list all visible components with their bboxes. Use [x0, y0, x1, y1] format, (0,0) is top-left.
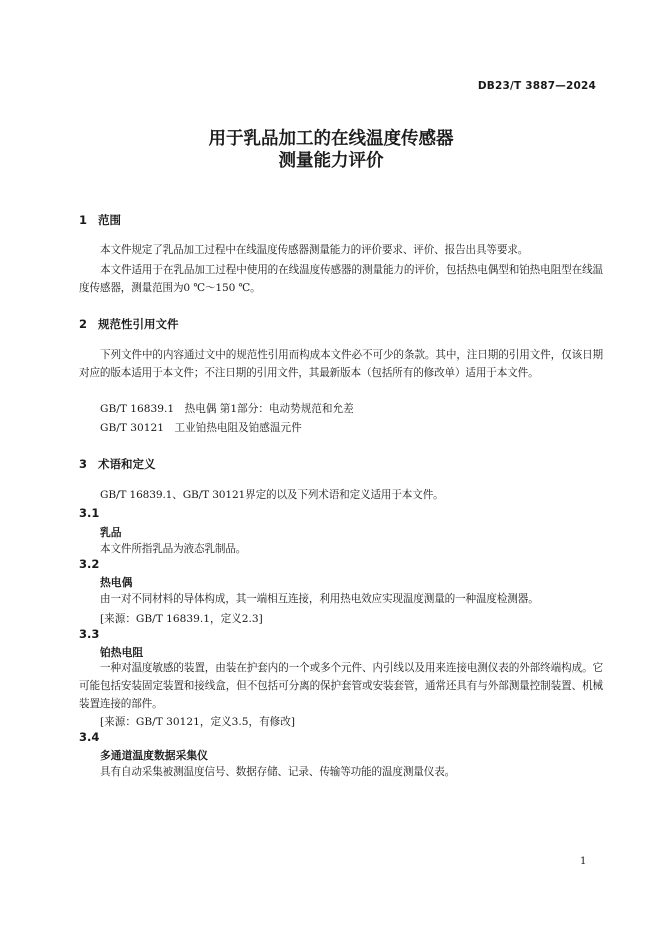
- reference-item: GB/T 16839.1 热电偶 第1部分：电动势规范和允差: [100, 403, 354, 415]
- term-name: 热电偶: [100, 576, 133, 589]
- term-number: 3.4: [79, 730, 100, 744]
- term-name: 多通道温度数据采集仪: [100, 749, 208, 762]
- section-number: 2: [79, 317, 88, 331]
- term-number: 3.2: [79, 557, 100, 571]
- term-definition: 具有自动采集被测温度信号、数据存储、记录、传输等功能的温度测量仪表。: [100, 766, 456, 778]
- section-title: 规范性引用文件: [98, 317, 179, 331]
- standard-number: DB23/T 3887—2024: [477, 80, 596, 92]
- section-number: 3: [79, 457, 88, 471]
- section-2-heading: [79, 316, 179, 332]
- term-number: 3.3: [79, 627, 100, 641]
- term-source: [来源：GB/T 16839.1，定义2.3]: [100, 613, 263, 625]
- document-title: [0, 128, 662, 172]
- title-line-2: 测量能力评价: [278, 151, 384, 171]
- term-definition: 一种对温度敏感的装置，由装在护套内的一个或多个元件、内引线以及用来连接电测仪表的外部终端构成。它可能包括安装固定装置和接线盒，但不包括可分离的保护套管或安装套管，通常还具有与外部测量控制装置、机械装置连接的部件。: [79, 662, 603, 710]
- section-3-heading: [79, 456, 156, 472]
- section-number: 1: [79, 213, 88, 227]
- term-definition: 本文件所指乳品为液态乳制品。: [100, 543, 247, 555]
- term-number: 3.1: [79, 506, 100, 520]
- section-1-heading: [79, 212, 121, 228]
- page-number: 1: [580, 856, 587, 867]
- term-name: 铂热电阻: [100, 646, 144, 659]
- reference-item: GB/T 30121 工业铂热电阻及铂感温元件: [100, 422, 302, 434]
- term-definition: 由一对不同材料的导体构成，其一端相互连接，利用热电效应实现温度测量的一种温度检测器。: [100, 593, 539, 605]
- section-title: 范围: [98, 213, 121, 227]
- scope-paragraph-2: 本文件适用于在乳品加工过程中使用的在线温度传感器的测量能力的评价，包括热电偶型和铂热电阻型在线温度传感器，测量范围为0 ℃～150 ℃。: [79, 264, 603, 294]
- term-name: 乳品: [100, 526, 122, 539]
- title-line-1: 用于乳品加工的在线温度传感器: [208, 129, 454, 149]
- terms-intro: GB/T 16839.1、GB/T 30121界定的以及下列术语和定义适用于本文件。: [100, 489, 444, 501]
- section-title: 术语和定义: [98, 457, 156, 471]
- normative-references-intro: 下列文件中的内容通过文中的规范性引用而构成本文件必不可少的条款。其中，注日期的引用文件，仅该日期对应的版本适用于本文件；不注日期的引用文件，其最新版本（包括所有的修改单）适用于本文件。: [79, 349, 603, 379]
- term-source: [来源：GB/T 30121，定义3.5，有修改]: [100, 716, 296, 728]
- scope-paragraph-1: 本文件规定了乳品加工过程中在线温度传感器测量能力的评价要求、评价、报告出具等要求。: [100, 244, 529, 256]
